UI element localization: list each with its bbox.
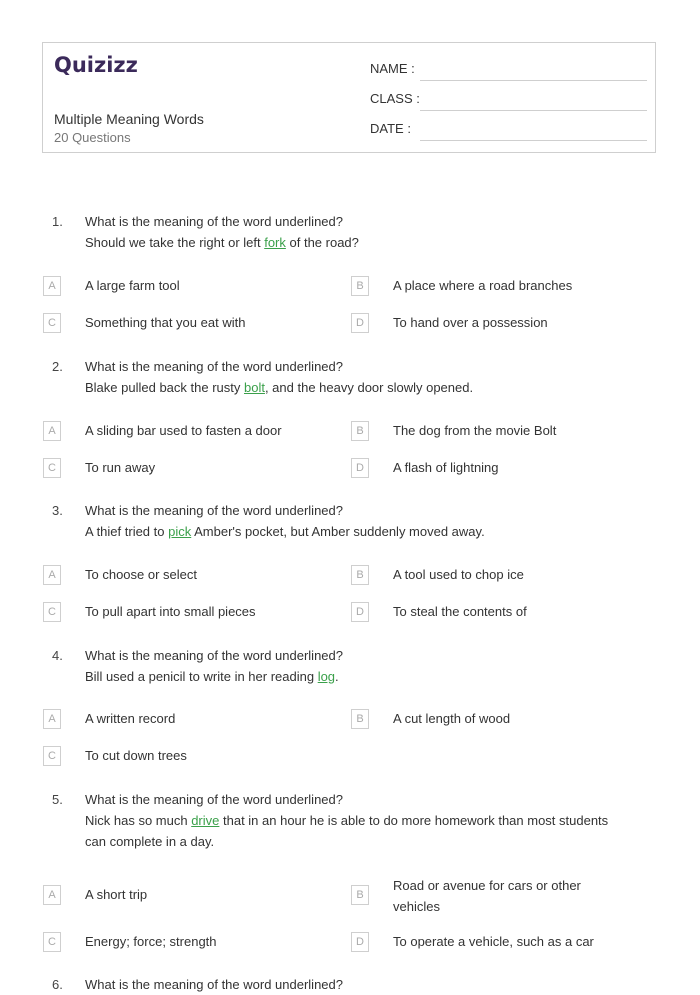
option-letter: B [351, 565, 369, 585]
name-label: NAME : [370, 61, 415, 76]
option-text: To operate a vehicle, such as a car [393, 934, 594, 949]
option-letter: B [351, 709, 369, 729]
name-line[interactable] [420, 80, 647, 81]
option-c[interactable] [43, 932, 333, 954]
option-letter: B [351, 421, 369, 441]
option-letter: A [43, 565, 61, 585]
option-letter: C [43, 602, 61, 622]
option-text: To steal the contents of [393, 604, 527, 619]
sentence-after: of the road? [285, 235, 359, 250]
option-letter: B [351, 276, 369, 296]
question-sentence [85, 810, 630, 852]
option-letter: A [43, 709, 61, 729]
sentence-after: . [335, 669, 339, 684]
option-c[interactable] [43, 602, 333, 624]
option-text: A flash of lightning [393, 460, 499, 475]
sentence-before: Bill used a penicil to write in her reading [85, 669, 318, 684]
underlined-word: pick [168, 524, 192, 539]
question-number: 4. [52, 648, 63, 663]
option-letter: D [351, 932, 369, 952]
option-text: Something that you eat with [85, 315, 246, 330]
option-text: A cut length of wood [393, 711, 511, 726]
question-prompt: What is the meaning of the word underlined? [85, 648, 343, 663]
option-text: Road or avenue for cars or other vehicles [393, 878, 581, 914]
question-number: 6. [52, 977, 63, 992]
question-number: 3. [52, 503, 63, 518]
question-prompt: What is the meaning of the word underlined? [85, 503, 343, 518]
underlined-word: fork [264, 235, 286, 250]
date-line[interactable] [420, 140, 647, 141]
question-count: 20 Questions [54, 130, 131, 145]
option-text: To hand over a possession [393, 315, 548, 330]
option-a[interactable] [43, 709, 333, 731]
option-letter: D [351, 602, 369, 622]
option-letter: C [43, 313, 61, 333]
option-a[interactable] [43, 885, 333, 907]
question-prompt: What is the meaning of the word underlined? [85, 359, 343, 374]
question-sentence [85, 232, 645, 253]
class-label: CLASS : [370, 91, 420, 106]
option-d[interactable] [351, 932, 641, 954]
question-prompt: What is the meaning of the word underlined? [85, 792, 343, 807]
option-b[interactable] [351, 421, 641, 443]
option-text: To choose or select [85, 567, 198, 582]
option-c[interactable] [43, 313, 333, 335]
sentence-before: Blake pulled back the rusty [85, 380, 244, 395]
option-letter: C [43, 932, 61, 952]
question-number: 2. [52, 359, 63, 374]
option-text: A sliding bar used to fasten a door [85, 423, 282, 438]
option-b[interactable] [351, 709, 641, 731]
sentence-after: that in an hour he is able to do more homework than most students can complete in a day. [85, 813, 609, 849]
option-letter: A [43, 885, 61, 905]
date-field[interactable] [370, 121, 647, 141]
option-letter: A [43, 276, 61, 296]
option-a[interactable] [43, 421, 333, 443]
underlined-word: log [317, 669, 336, 684]
sentence-before: Should we take the right or left [85, 235, 265, 250]
option-text: To run away [85, 460, 156, 475]
sentence-after: , and the heavy door slowly opened. [264, 380, 474, 395]
option-c[interactable] [43, 746, 333, 768]
question-text [85, 500, 645, 542]
option-letter: C [43, 746, 61, 766]
question-text [85, 356, 645, 398]
question-prompt: What is the meaning of the word underlined? [85, 977, 343, 992]
question-prompt: What is the meaning of the word underlined? [85, 214, 343, 229]
option-d[interactable] [351, 458, 641, 480]
option-text: Energy; force; strength [85, 934, 217, 949]
option-text: A tool used to chop ice [393, 567, 524, 582]
option-letter: B [351, 885, 369, 905]
option-b[interactable] [351, 875, 641, 915]
sentence-before: A thief tried to [85, 524, 169, 539]
sentence-after: Amber's pocket, but Amber suddenly moved away. [191, 524, 485, 539]
class-field[interactable] [370, 91, 647, 111]
question-text [85, 974, 645, 995]
option-d[interactable] [351, 313, 641, 335]
option-text: To cut down trees [85, 748, 187, 763]
underlined-word: bolt [243, 380, 265, 395]
worksheet-title: Multiple Meaning Words [54, 111, 204, 127]
option-letter: C [43, 458, 61, 478]
option-letter: D [351, 313, 369, 333]
question-number: 5. [52, 792, 63, 807]
question-text [85, 211, 645, 253]
option-b[interactable] [351, 276, 641, 298]
option-text: To pull apart into small pieces [85, 604, 256, 619]
question-sentence [85, 377, 645, 398]
worksheet-header [42, 42, 656, 153]
option-c[interactable] [43, 458, 333, 480]
option-letter: D [351, 458, 369, 478]
name-field[interactable] [370, 61, 647, 81]
date-label: DATE : [370, 121, 411, 136]
option-a[interactable] [43, 565, 333, 587]
option-text: A large farm tool [85, 278, 180, 293]
option-text: A written record [85, 711, 176, 726]
option-a[interactable] [43, 276, 333, 298]
option-b[interactable] [351, 565, 641, 587]
question-text [85, 645, 645, 687]
option-text: A short trip [85, 887, 148, 902]
option-d[interactable] [351, 602, 641, 624]
underlined-word: drive [191, 813, 220, 828]
question-sentence [85, 666, 645, 687]
sentence-before: Nick has so much [85, 813, 192, 828]
question-number: 1. [52, 214, 63, 229]
question-sentence [85, 521, 645, 542]
class-line[interactable] [420, 110, 647, 111]
option-text: The dog from the movie Bolt [393, 423, 557, 438]
question-text [85, 789, 630, 852]
quizizz-logo: Quizizz [54, 53, 138, 77]
option-letter: A [43, 421, 61, 441]
option-text: A place where a road branches [393, 278, 573, 293]
